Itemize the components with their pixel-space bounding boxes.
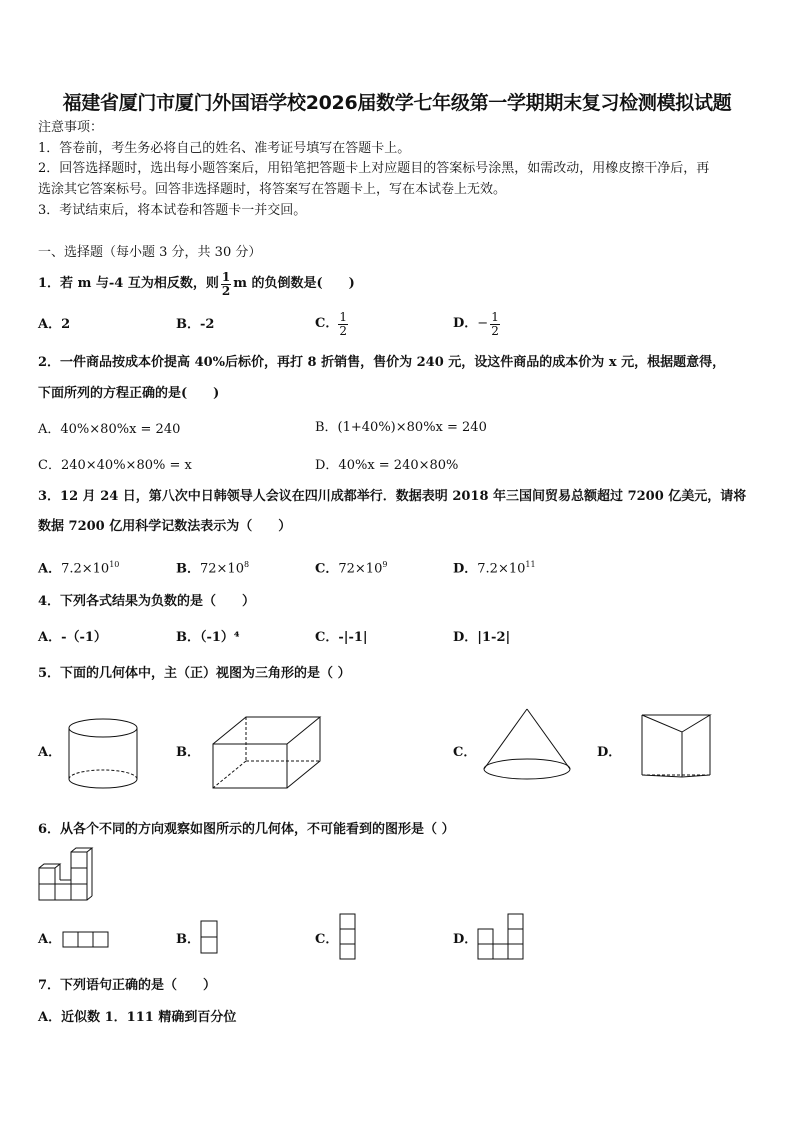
q6-option-a: A．	[38, 932, 62, 947]
q1-c-denominator: 2	[339, 323, 347, 338]
q2-option-a: A．40%×80%x = 240	[38, 422, 181, 437]
q6-option-c: C．	[315, 932, 339, 947]
q1-text-post: m 的负倒数是( )	[233, 276, 355, 291]
q3-option-c	[315, 555, 387, 579]
q1-option-c-label: C．	[315, 316, 339, 331]
q3-c-label: C．	[315, 561, 339, 577]
q6-option-d: D．	[453, 932, 478, 947]
question-5-stem: 5．下面的几何体中，主（正）视图为三角形的是（ ）	[38, 666, 351, 681]
q3-option-d	[453, 555, 536, 579]
q1-option-d	[453, 306, 500, 342]
q3-a-exponent: 10	[109, 560, 120, 569]
question-7-stem: 7．下列语句正确的是（ ）	[38, 978, 217, 993]
question-1-stem	[38, 266, 355, 302]
cuboid-figure	[212, 716, 322, 790]
q2-option-b: B．(1+40%)×80%x = 240	[315, 420, 487, 435]
question-4-stem: 4．下列各式结果为负数的是（ ）	[38, 594, 256, 609]
q3-d-base: 7.2×10	[477, 561, 526, 577]
q1-d-denominator: 2	[491, 323, 499, 338]
q1-option-d-fraction	[490, 311, 500, 338]
q5-option-d: D．	[597, 745, 622, 760]
q4-option-b: B．（-1）⁴	[176, 630, 240, 645]
notice-item-1: 1．答卷前，考生务必将自己的姓名、准考证号填写在答题卡上。	[38, 141, 411, 156]
q5-option-a: A．	[38, 745, 62, 760]
cone-figure	[482, 707, 574, 783]
q6-option-b: B．	[176, 932, 200, 947]
q3-option-b	[176, 555, 249, 579]
q5-option-b: B．	[176, 745, 200, 760]
q2-option-c: C．240×40%×80% = x	[38, 458, 192, 473]
q6-a-shape	[62, 931, 112, 949]
q6-c-shape	[339, 913, 359, 963]
q1-frac-numerator: 1	[221, 269, 231, 284]
q1-d-sign: −	[477, 316, 489, 331]
q1-frac-denominator: 2	[221, 283, 231, 298]
q1-option-d-label: D．	[453, 316, 478, 331]
section-heading: 一、选择题（每小题 3 分，共 30 分）	[38, 245, 262, 260]
question-6-stem: 6．从各个不同的方向观察如图所示的几何体，不可能看到的图形是（ ）	[38, 822, 455, 837]
q3-d-label: D．	[453, 561, 478, 577]
triangular-prism-figure	[640, 714, 714, 780]
q5-option-c: C．	[453, 745, 477, 760]
q1-fraction	[221, 271, 231, 298]
q6-b-shape	[200, 920, 220, 956]
q3-b-label: B．	[176, 561, 200, 577]
notice-heading: 注意事项：	[38, 120, 104, 135]
cube-stack-figure	[38, 850, 94, 904]
cylinder-figure	[68, 718, 140, 790]
q4-option-c: C．-|-1|	[315, 630, 368, 645]
q6-d-shape	[477, 914, 529, 962]
q4-option-d: D．|1-2|	[453, 630, 511, 645]
q1-c-numerator: 1	[339, 309, 347, 324]
q3-b-base: 72×10	[200, 561, 244, 577]
notice-item-2: 2．回答选择题时，选出每小题答案后，用铅笔把答题卡上对应题目的答案标号涂黑，如需改动，用橡皮擦干净后，再	[38, 161, 710, 176]
exam-title: 福建省厦门市厦门外国语学校2026届数学七年级第一学期期末复习检测模拟试题	[62, 92, 732, 114]
q3-d-exponent: 11	[525, 560, 536, 569]
q4-option-a: A．-（-1）	[38, 630, 107, 645]
q1-option-c-fraction	[338, 311, 348, 338]
q3-c-base: 72×10	[338, 561, 383, 577]
q1-option-a: A．2	[38, 317, 71, 332]
q3-c-exponent: 9	[382, 560, 388, 569]
notice-item-2-cont: 选涂其它答案标号。回答非选择题时，将答案写在答题卡上，写在本试卷上无效。	[38, 182, 507, 197]
q3-a-label: A．	[38, 561, 62, 577]
question-3-stem-line2: 数据 7200 亿用科学记数法表示为（ ）	[38, 519, 292, 534]
q7-option-a: A．近似数 1．111 精确到百分位	[38, 1010, 237, 1025]
q1-text-pre: 1．若 m 与-4 互为相反数，则	[38, 276, 219, 291]
q3-a-base: 7.2×10	[61, 561, 110, 577]
q3-b-exponent: 8	[243, 560, 250, 569]
question-2-stem-line1: 2．一件商品按成本价提高 40%后标价，再打 8 折销售，售价为 240 元，设这件商品的成本价为 x 元，根据题意得，	[38, 355, 726, 370]
q1-option-b: B．-2	[176, 317, 215, 332]
question-2-stem-line2: 下面所列的方程正确的是( )	[38, 386, 220, 401]
q1-option-c	[315, 306, 348, 342]
question-3-stem-line1: 3．12 月 24 日，第八次中日韩领导人会议在四川成都举行．数据表明 2018 年三国间贸易总额超过 7200 亿美元，请将	[38, 489, 747, 504]
q1-d-numerator: 1	[491, 309, 499, 324]
notice-item-3: 3．考试结束后，将本试卷和答题卡一并交回。	[38, 203, 307, 218]
q2-option-d: D．40%x = 240×80%	[315, 458, 459, 473]
q3-option-a	[38, 555, 119, 579]
